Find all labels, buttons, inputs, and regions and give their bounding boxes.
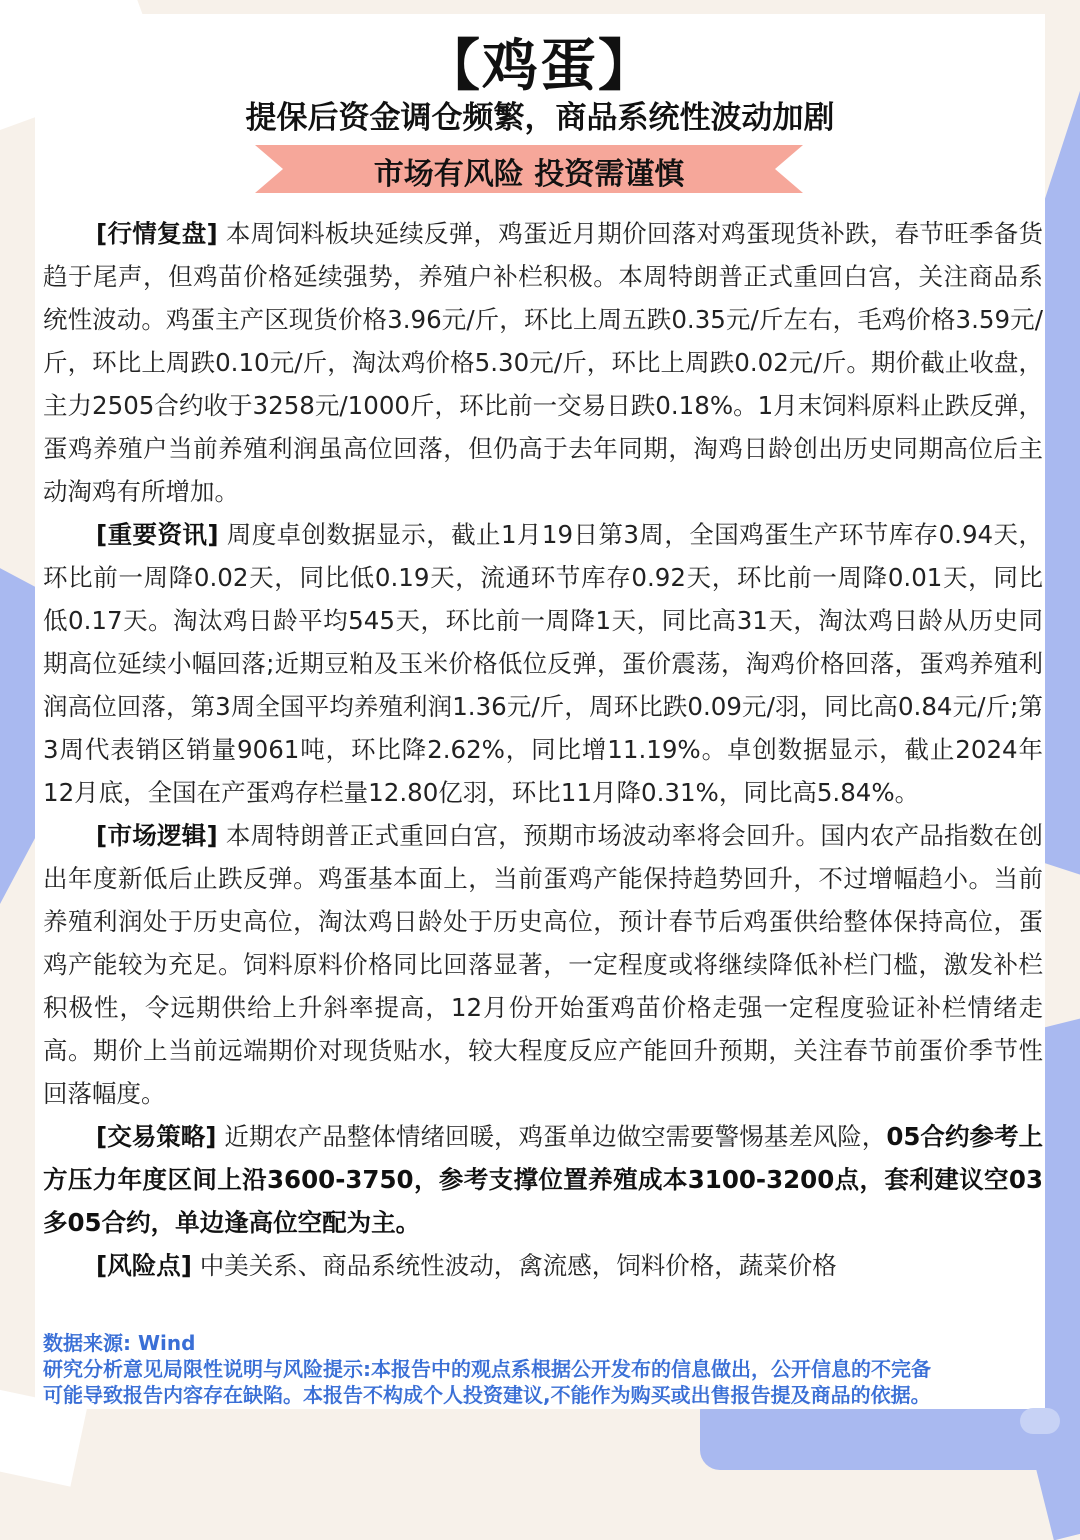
section-tag-news: [重要资讯] <box>96 520 219 549</box>
data-source: 数据来源: Wind <box>43 1331 196 1355</box>
disclaimer-line-2: 可能导致报告内容存在缺陷。本报告不构成个人投资建议,不能作为购买或出售报告提及商品的依据。 <box>43 1383 931 1407</box>
page-subtitle: 提保后资金调仓频繁，商品系统性波动加剧 <box>245 100 835 136</box>
section-logic <box>43 814 1043 1115</box>
banner-text: 市场有风险 投资需谨慎 <box>373 157 685 192</box>
section-tag-logic: [市场逻辑] <box>96 821 218 850</box>
section-tag-review: [行情复盘] <box>96 219 218 248</box>
section-text-risk: 中美关系、商品系统性波动，禽流感，饲料价格，蔬菜价格 <box>199 1251 837 1280</box>
section-tag-risk: [风险点] <box>96 1251 192 1280</box>
section-strategy <box>43 1115 1043 1244</box>
watermark-badge <box>1020 1408 1060 1434</box>
section-strong-strategy: 05合约参考上方压力年度区间上沿3600-3750，参考支撑位置养殖成本3100-3200点，套利建议空03多05合约，单边逢高位空配为主。 <box>43 1122 1043 1237</box>
page-title: 【鸡蛋】 <box>424 33 656 99</box>
section-tag-strategy: [交易策略] <box>96 1122 217 1151</box>
section-review <box>43 212 1043 513</box>
section-text-review: 本周饲料板块延续反弹，鸡蛋近月期价回落对鸡蛋现货补跌，春节旺季备货趋于尾声，但鸡苗价格延续强势，养殖户补栏积极。本周特朗普正式重回白宫，关注商品系统性波动。鸡蛋主产区现货价格3.96元/斤，环比上周五跌0.35元/斤左右，毛鸡价格3.59元/斤，环比上周跌0.10元/斤，淘汰鸡价格5.30元/斤，环比上周跌0.02元/斤。期价截止收盘，主力2505合约收于3258元/1000斤，环比前一交易日跌0.18%。1月末饲料原料止跌反弹，蛋鸡养殖户当前养殖利润虽高位回落，但仍高于去年同期，淘鸡日龄创出历史同期高位后主动淘鸡有所增加。 <box>43 219 1043 506</box>
report-card <box>35 14 1045 1409</box>
disclaimer-line-1: 研究分析意见局限性说明与风险提示:本报告中的观点系根据公开发布的信息做出，公开信息的不完备 <box>43 1357 931 1381</box>
section-text-logic: 本周特朗普正式重回白宫，预期市场波动率将会回升。国内农产品指数在创出年度新低后止跌反弹。鸡蛋基本面上，当前蛋鸡产能保持趋势回升，不过增幅趋小。当前养殖利润处于历史高位，淘汰鸡日龄处于历史高位，预计春节后鸡蛋供给整体保持高位，蛋鸡产能较为充足。饲料原料价格同比回落显著，一定程度或将继续降低补栏门槛，激发补栏积极性，令远期供给上升斜率提高，12月份开始蛋鸡苗价格走强一定程度验证补栏情绪走高。期价上当前远端期价对现货贴水，较大程度反应产能回升预期，关注春节前蛋价季节性回落幅度。 <box>43 821 1043 1108</box>
section-risk <box>43 1244 1043 1287</box>
section-news <box>43 513 1043 814</box>
footer <box>43 1330 1043 1408</box>
section-text-strategy: 近期农产品整体情绪回暖，鸡蛋单边做空需要警惕基差风险， <box>224 1122 887 1151</box>
report-body <box>43 212 1043 1287</box>
risk-banner <box>255 143 803 195</box>
section-text-news: 周度卓创数据显示，截止1月19日第3周，全国鸡蛋生产环节库存0.94天，环比前一周降0.02天，同比低0.19天，流通环节库存0.92天，环比前一周降0.01天，同比低0.17天。淘汰鸡日龄平均545天，环比前一周降1天，同比高31天，淘汰鸡日龄从历史同期高位延续小幅回落;近期豆粕及玉米价格低位反弹，蛋价震荡，淘鸡价格回落，蛋鸡养殖利润高位回落，第3周全国平均养殖利润1.36元/斤，周环比跌0.09元/羽，同比高0.84元/斤;第3周代表销区销量9061吨，环比降2.62%，同比增11.19%。卓创数据显示，截止2024年12月底，全国在产蛋鸡存栏量12.80亿羽，环比11月降0.31%，同比高5.84%。 <box>43 520 1043 807</box>
